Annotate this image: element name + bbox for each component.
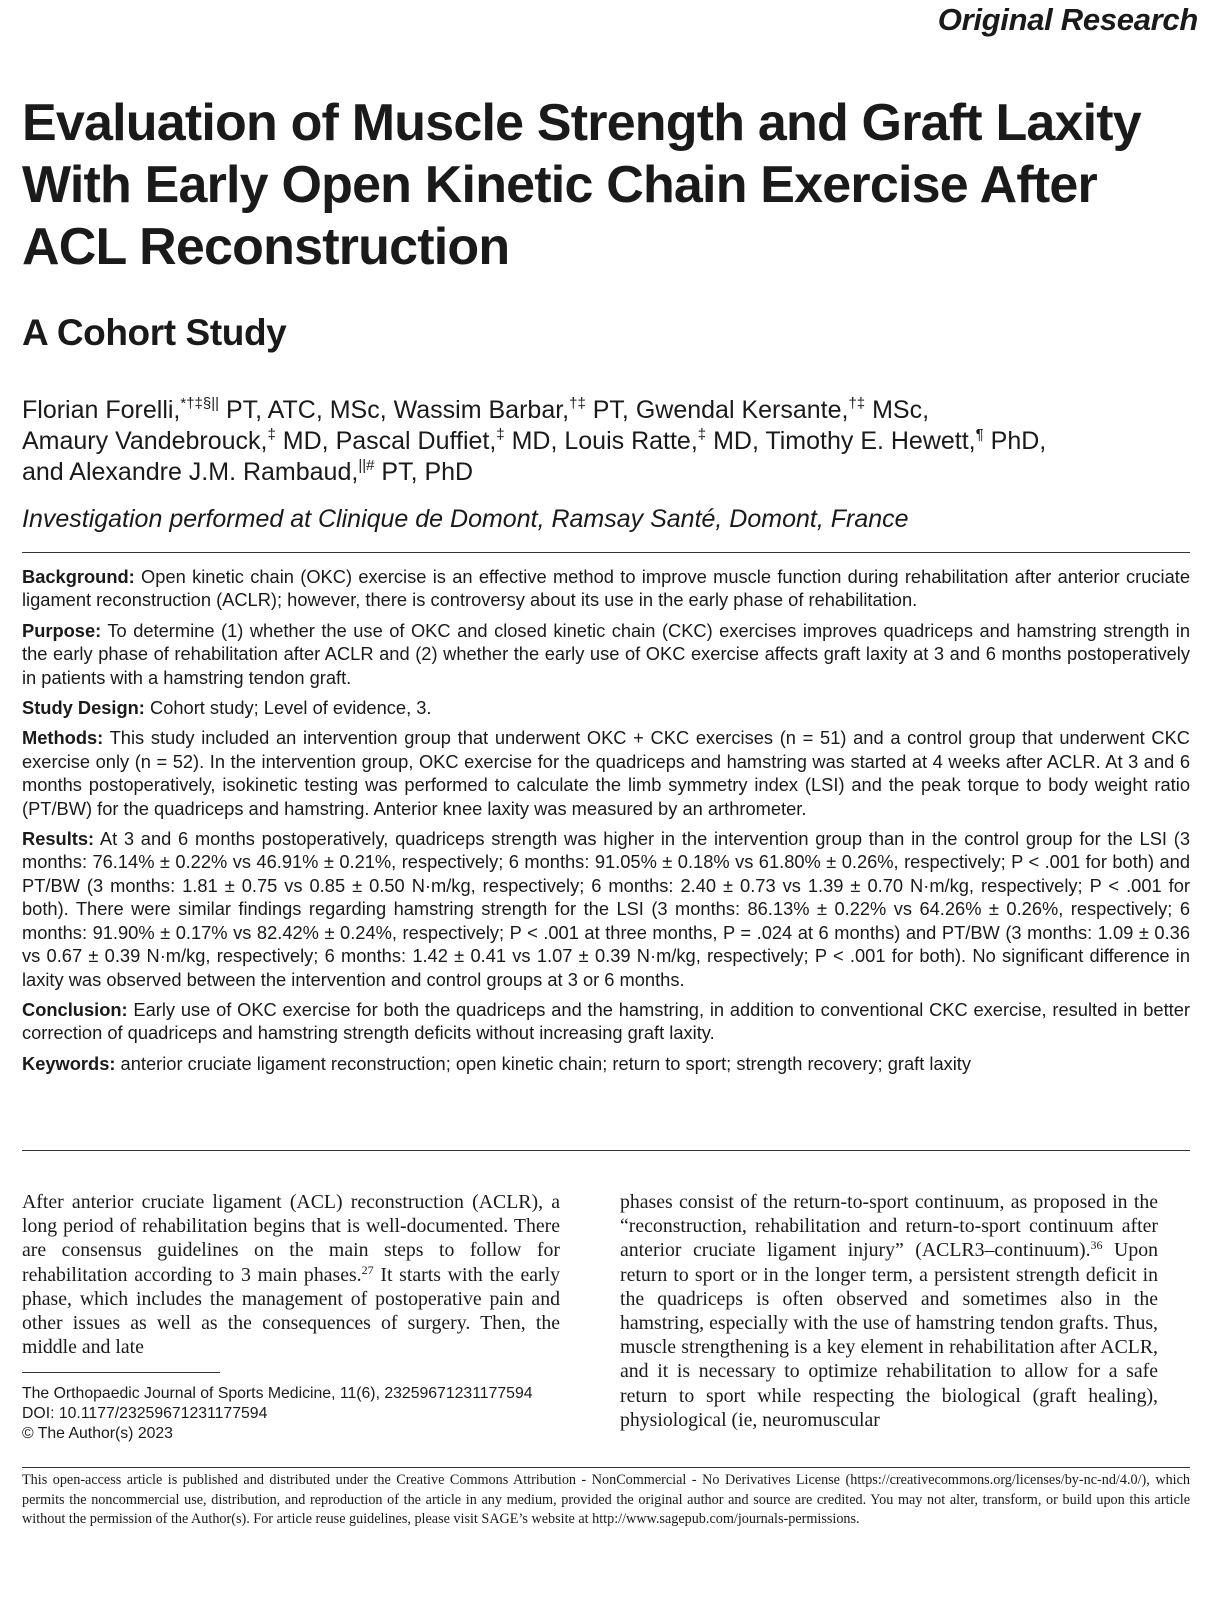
author-list (22, 395, 1192, 488)
author-affiliation-marks: ||# (358, 457, 375, 474)
author-name: Louis Ratte, (564, 427, 698, 455)
divider (22, 1150, 1190, 1151)
abstract-text: This study included an intervention group that underwent OKC + CKC exercises (n = 51) and a control group that underwent CKC exercise only (n = 52). In the intervention group, OKC exercise for the quadriceps and hamstring was started at 4 weeks after ACLR. At 3 and 6 months postoperatively, isokinetic testing was performed to calculate the limb symmetry index (LSI) and the peak torque to body weight ratio (PT/BW) for the quadriceps and hamstring. Anterior knee laxity was measured by an arthrometer. (22, 727, 1190, 819)
abstract-background (22, 565, 1190, 612)
body-text: phases consist of the return-to-sport continuum, as proposed in the “reconstruction, rehabilitation and return-to-sport continuum after anterior cruciate ligament injury” (ACLR3–continuum). (620, 1191, 1158, 1262)
section-label: Original Research (937, 2, 1198, 37)
author-name: Gwendal Kersante, (635, 396, 849, 424)
author-affiliation-marks: ‡ (697, 426, 707, 443)
body-text: Upon return to sport or in the longer term, a persistent strength deficit in the quadriceps is often observed and sometimes also in the hamstring, especially with the use of hamstring tendon grafts. Thus, muscle strengthening is a key element in rehabilitation after ACLR, and it is necessary to optimize rehabilitation to allow for a safe return to sport while respecting the biological (graft healing), physiological (ie, neuromuscular (620, 1239, 1158, 1431)
footnote-divider (22, 1372, 220, 1373)
article-title: Evaluation of Muscle Strength and Graft Laxity With Early Open Kinetic Chain Exercise After ACL Reconstruction (22, 94, 1141, 276)
license-notice: This open-access article is published and distributed under the Creative Commons Attribution - NonCommercial - No Derivatives License (https://creativecommons.org/licenses/by-nc-nd/4.0/), which permits the noncommercial use, distribution, and reproduction of the article in any medium, provided the original author and source are credited. You may not alter, transform, or build upon this article without the permission of the Author(s). For article reuse guidelines, please visit SAGE’s website at http://www.sagepub.com/journals-permissions. (22, 1472, 1190, 1527)
journal-citation: The Orthopaedic Journal of Sports Medicine, 11(6), 23259671231177594 (22, 1385, 533, 1402)
body-paragraph (22, 1190, 560, 1359)
abstract-keywords (22, 1052, 1190, 1075)
body-text: After anterior cruciate ligament (ACL) reconstruction (ACLR), a long period of rehabilitation begins that is well-documented. There are consensus guidelines on the main steps to follow for rehabilitation according to 3 main phases. (22, 1191, 560, 1286)
doi-line[interactable]: DOI: 10.1177/23259671231177594 (22, 1405, 268, 1422)
abstract-purpose (22, 619, 1190, 689)
abstract-methods (22, 726, 1190, 820)
abstract-label: Keywords: (22, 1052, 116, 1074)
author-name: Timothy E. Hewett, (765, 427, 976, 455)
abstract-text: Early use of OKC exercise for both the quadriceps and the hamstring, in addition to conventional CKC exercise, resulted in better correction of quadriceps and hamstring strength deficits without increasing graft laxity. (22, 998, 1190, 1044)
article-subtitle: A Cohort Study (22, 312, 287, 353)
abstract-text: anterior cruciate ligament reconstruction; open kinetic chain; return to sport; strength recovery; graft laxity (115, 1052, 972, 1074)
abstract-label: Results: (22, 828, 95, 850)
author-affiliation-marks: ‡ (267, 426, 276, 443)
abstract-results (22, 827, 1190, 991)
body-text: It starts with the early phase, which includes the management of postoperative pain and other issues as well as the consequences of surgery. Then, the middle and late (22, 1263, 560, 1359)
body-column-left (22, 1190, 560, 1359)
abstract-label: Conclusion: (22, 998, 128, 1020)
divider (22, 1467, 1190, 1468)
abstract (22, 565, 1190, 1082)
journal-footnote (22, 1384, 533, 1444)
author-affiliation-marks: *†‡§|| (180, 395, 220, 412)
abstract-conclusion (22, 998, 1190, 1045)
abstract-label: Background: (22, 566, 135, 587)
abstract-text: Open kinetic chain (OKC) exercise is an effective method to improve muscle function during rehabilitation after anterior cruciate ligament reconstruction (ACLR); however, there is controversy about its use in the early phase of rehabilitation. (22, 566, 1190, 611)
author-credentials: PT, (585, 396, 636, 424)
abstract-label: Study Design: (22, 697, 145, 719)
institution-line: Investigation performed at Clinique de Domont, Ramsay Santé, Domont, France (22, 505, 909, 533)
abstract-label: Methods: (22, 727, 104, 749)
author-name: Pascal Duffiet, (335, 427, 497, 455)
author-credentials: MD, (706, 427, 766, 455)
divider (22, 552, 1190, 553)
author-name: Florian Forelli, (22, 396, 181, 424)
author-credentials: MD, (275, 427, 336, 455)
author-credentials: PT, PhD (374, 458, 474, 486)
author-name: Wassim Barbar, (393, 396, 570, 424)
body-paragraph (620, 1190, 1158, 1432)
abstract-text: To determine (1) whether the use of OKC and closed kinetic chain (CKC) exercises improves quadriceps and hamstring strength in the early phase of rehabilitation after ACLR and (2) whether the early use of OKC exercise affects graft laxity at 3 and 6 months postoperatively in patients with a hamstring tendon graft. (22, 619, 1190, 688)
author-credentials: PhD, (983, 427, 1047, 455)
citation-ref[interactable]: 27 (361, 1262, 374, 1277)
copyright-line: © The Author(s) 2023 (22, 1425, 173, 1442)
author-name: Amaury Vandebrouck, (22, 427, 268, 455)
abstract-text: Cohort study; Level of evidence, 3. (144, 697, 432, 719)
author-credentials: MD, (504, 427, 565, 455)
author-credentials: PT, ATC, MSc, (219, 396, 394, 424)
citation-ref[interactable]: 36 (1090, 1238, 1103, 1253)
author-affiliation-marks: ‡ (496, 426, 505, 443)
body-column-right (620, 1190, 1158, 1432)
abstract-label: Purpose: (22, 619, 102, 641)
author-affiliation-marks: ¶ (975, 426, 984, 443)
author-credentials: MSc, (865, 396, 930, 424)
author-name: and Alexandre J.M. Rambaud, (22, 458, 359, 486)
abstract-study-design (22, 696, 1190, 719)
author-affiliation-marks: †‡ (569, 395, 586, 412)
abstract-text: At 3 and 6 months postoperatively, quadriceps strength was higher in the intervention group than in the control group for the LSI (3 months: 76.14% ± 0.22% vs 46.91% ± 0.21%, respectively; 6 months: 91.05% ± 0.18% vs 61.80% ± 0.26%, respectively; P < .001 for both) and PT/BW (3 months: 1.81 ± 0.75 vs 0.85 ± 0.50 N·m/kg, respectively; 6 months: 2.40 ± 0.73 vs 1.39 ± 0.70 N·m/kg, respectively; P < .001 for both). There were similar findings regarding hamstring strength for the LSI (3 months: 86.13% ± 0.22% vs 64.26% ± 0.26%, respectively; 6 months: 91.90% ± 0.17% vs 82.42% ± 0.24%, respectively; P < .001 at three months, P = .024 at 6 months) and PT/BW (3 months: 1.09 ± 0.36 vs 0.67 ± 0.39 N·m/kg, respectively; 6 months: 1.42 ± 0.41 vs 1.07 ± 0.39 N·m/kg, respectively; P < .001 for both). No significant difference in laxity was observed between the intervention and control groups at 3 or 6 months. (22, 828, 1190, 990)
author-affiliation-marks: †‡ (848, 395, 866, 412)
